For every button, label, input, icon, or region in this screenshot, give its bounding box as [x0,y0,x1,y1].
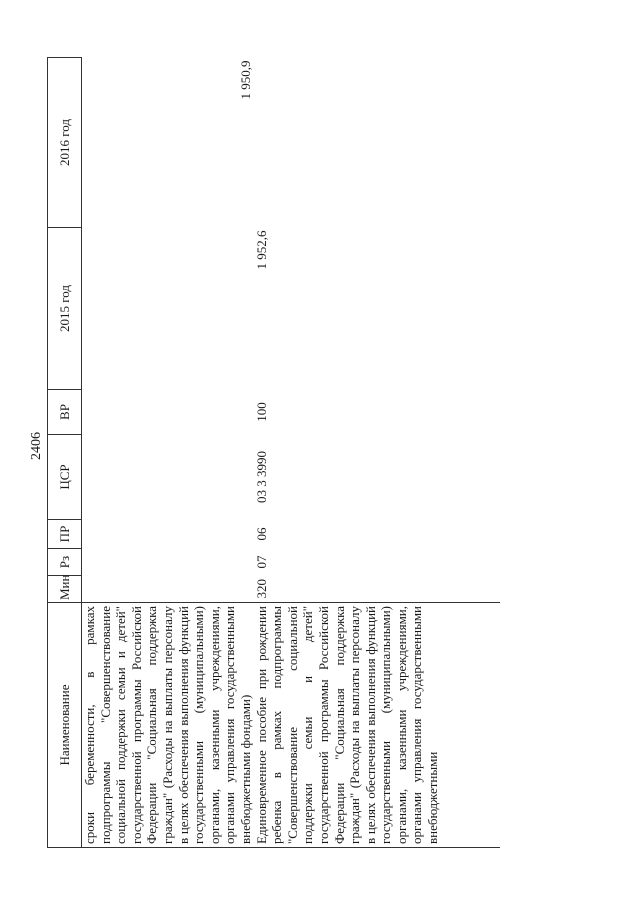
row-2016 [254,58,500,228]
header-min: Мин [48,576,82,603]
header-csr: ЦСР [48,435,82,520]
page-number-text: 2406 [29,432,44,460]
header-name: Наименование [48,603,82,848]
row-name: сроки беременности, в рамках подпрограммы "Совершенствование социальной поддержки семьи и детей" государственной программы Российской Федерации "Социальная поддержка граждан" (Расходы на выплаты персоналу в целях обеспечения выполнения функций государственными (муниципальными) органами, казенными учреждениями, органами управления государственными внебюджетными фондами) [82,606,253,844]
row-min [82,576,254,603]
row-pr: 06 [253,527,269,541]
row-2016: 1 950,9 [237,60,253,100]
row-2015 [82,228,254,390]
header-pr: ПР [48,520,82,549]
row-min: 320 [253,579,269,599]
budget-table-container [47,58,527,848]
row-name-cell [82,603,254,848]
budget-table [47,57,500,848]
row-2015: 1 952,6 [253,230,269,270]
row-pr [82,520,254,549]
table-row [254,58,500,848]
row-csr [82,435,254,520]
header-rz: Рз [48,549,82,576]
row-vr [82,390,254,435]
row-name-cell [254,603,500,848]
row-rz [82,549,254,576]
row-rz: 07 [253,555,269,569]
header-2015: 2015 год [48,228,82,390]
header-vr: ВР [48,390,82,435]
table-row [82,58,254,848]
header-2016: 2016 год [48,58,82,228]
row-name: Единовременное пособие при рождении ребенка в рамках подпрограммы "Совершенствование социальной поддержки семьи и детей" государственной программы Российской Федерации "Социальная поддержка граждан" (Расходы на выплаты персоналу в целях обеспечения выполнения функций государственными (муниципальными) органами, казенными учреждениями, органами управления государственными внебюджетными [253,606,441,844]
table-header-row [48,58,82,848]
row-vr: 100 [253,402,269,422]
row-csr: 03 3 3990 [253,451,269,503]
